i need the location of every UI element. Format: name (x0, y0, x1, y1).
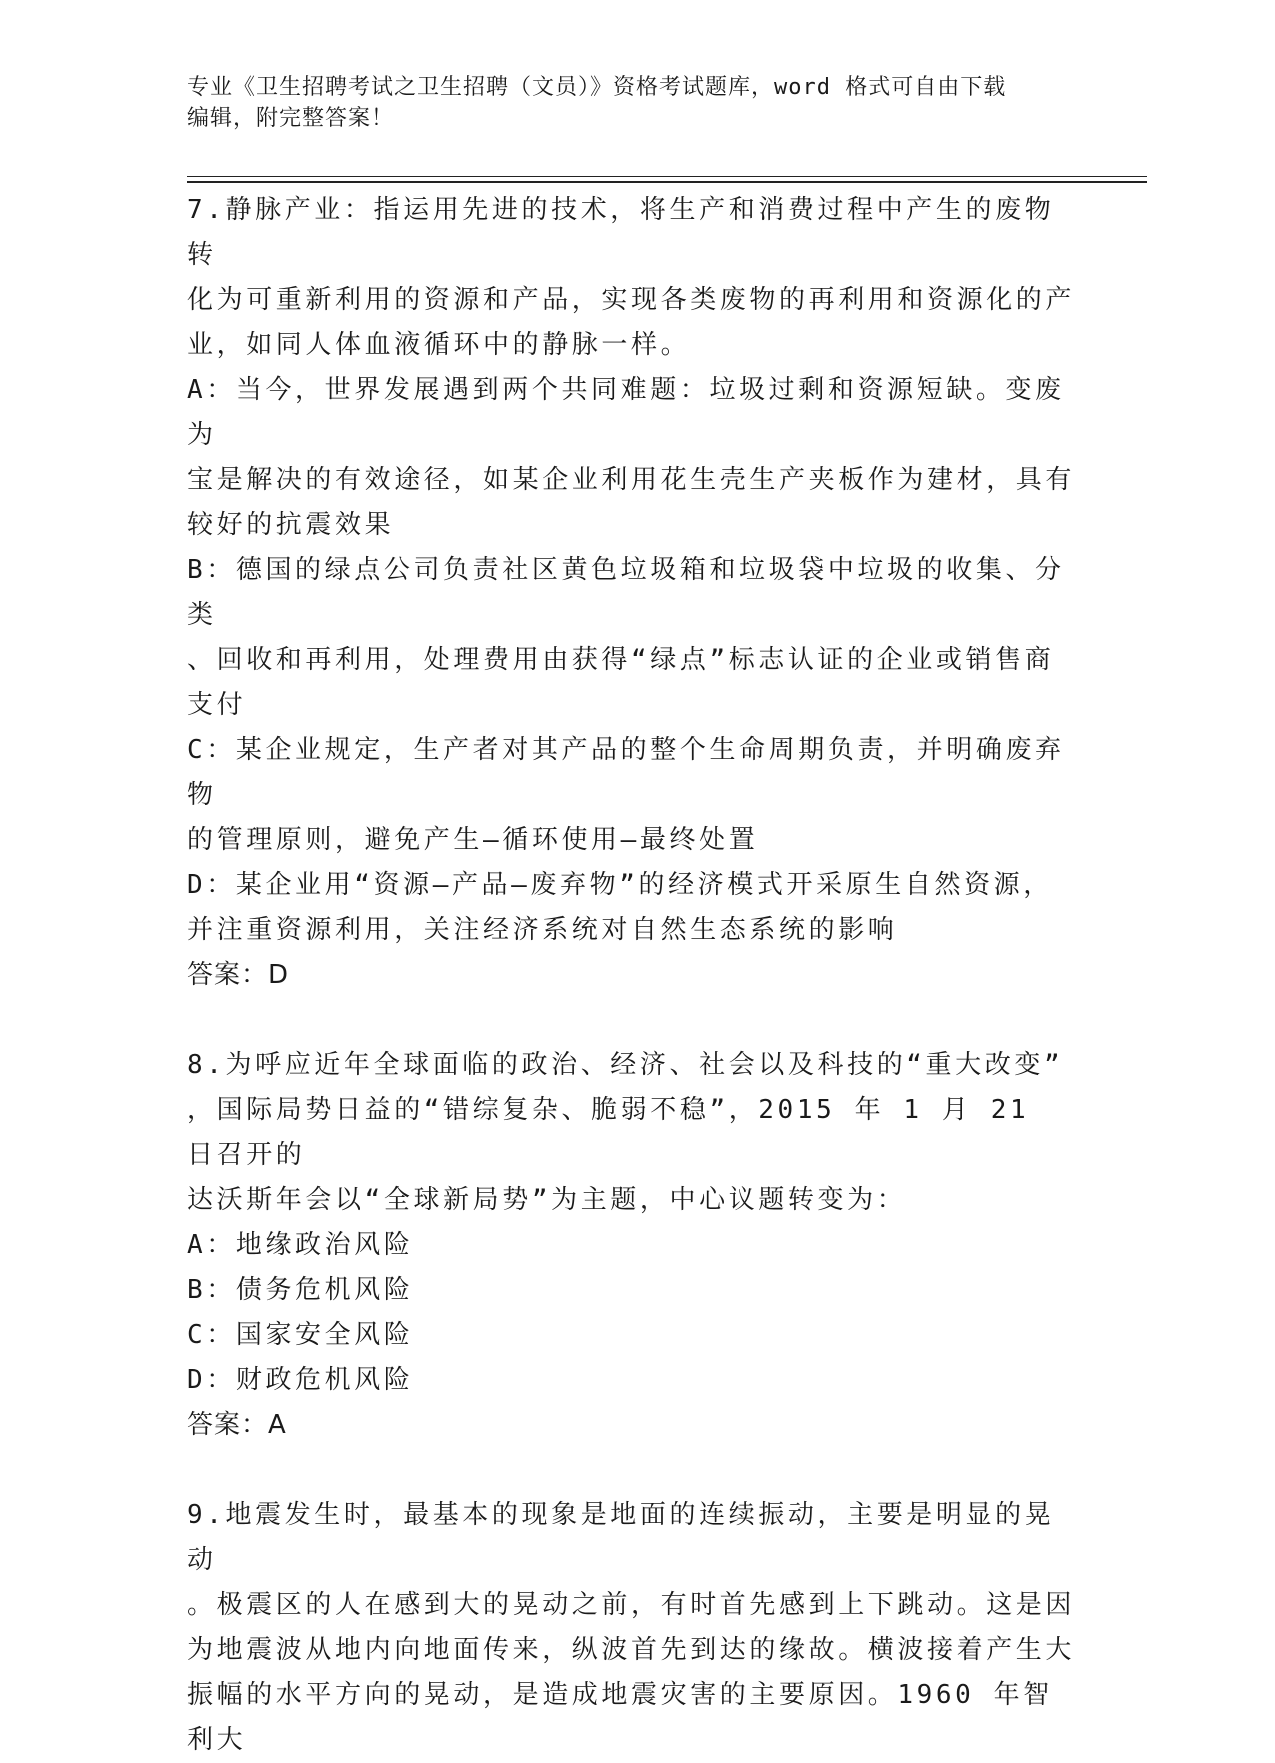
question-7-option-a-line-3: 较好的抗震效果 (187, 510, 395, 540)
question-8-answer: 答案：A (187, 1410, 287, 1440)
question-7-stem-line-1: 7.静脉产业：指运用先进的技术，将生产和消费过程中产生的废物转 (187, 195, 1055, 270)
question-9-stem-line-4: 振幅的水平方向的晃动，是造成地震灾害的主要原因。1960 年智利大 (187, 1680, 1053, 1755)
question-7-option-a-line-2: 宝是解决的有效途径，如某企业利用花生壳生产夹板作为建材，具有 (187, 465, 1076, 495)
question-7-option-d-line-1: D：某企业用“资源—产品—废弃物”的经济模式开采原生自然资源， (187, 870, 1053, 900)
question-8-option-d: D：财政危机风险 (187, 1365, 414, 1395)
header-divider-thick (187, 181, 1147, 183)
page-header (187, 72, 1067, 134)
question-9-stem-line-1: 9.地震发生时，最基本的现象是地面的连续振动，主要是明显的晃动 (187, 1500, 1055, 1575)
question-8 (187, 1043, 1077, 1448)
header-line-1: 专业《卫生招聘考试之卫生招聘（文员）》资格考试题库，word 格式可自由下载 (187, 75, 1007, 100)
question-7-option-c-line-1: C：某企业规定，生产者对其产品的整个生命周期负责，并明确废弃物 (187, 735, 1065, 810)
question-8-stem-line-3: 达沃斯年会以“全球新局势”为主题，中心议题转变为： (187, 1185, 907, 1215)
question-7-option-b-line-1: B：德国的绿点公司负责社区黄色垃圾箱和垃圾袋中垃圾的收集、分类 (187, 555, 1065, 630)
question-8-stem-line-1: 8.为呼应近年全球面临的政治、经济、社会以及科技的“重大改变” (187, 1050, 1064, 1080)
question-7 (187, 188, 1077, 998)
question-9-stem-line-2: 。极震区的人在感到大的晃动之前，有时首先感到上下跳动。这是因 (187, 1590, 1076, 1620)
question-8-stem-line-2: ，国际局势日益的“错综复杂、脆弱不稳”，2015 年 1 月 21 日召开的 (187, 1095, 1030, 1170)
question-7-option-c-line-2: 的管理原则，避免产生—循环使用—最终处置 (187, 825, 759, 855)
question-7-option-b-line-2: 、回收和再利用，处理费用由获得“绿点”标志认证的企业或销售商 (187, 645, 1055, 675)
document-body (187, 188, 1077, 1763)
question-7-option-b-line-3: 支付 (187, 690, 247, 720)
question-9 (187, 1493, 1077, 1763)
question-8-option-a: A：地缘政治风险 (187, 1230, 414, 1260)
question-8-option-b: B：债务危机风险 (187, 1275, 414, 1305)
question-8-option-c: C：国家安全风险 (187, 1320, 414, 1350)
question-7-answer: 答案：D (187, 960, 290, 990)
question-7-stem-line-2: 化为可重新利用的资源和产品，实现各类废物的再利用和资源化的产 (187, 285, 1076, 315)
question-7-stem-line-3: 业，如同人体血液循环中的静脉一样。 (187, 330, 691, 360)
question-7-option-d-line-2: 并注重资源利用，关注经济系统对自然生态系统的影响 (187, 915, 898, 945)
header-line-2: 编辑，附完整答案！ (187, 106, 395, 131)
question-7-option-a-line-1: A：当今，世界发展遇到两个共同难题：垃圾过剩和资源短缺。变废为 (187, 375, 1065, 450)
question-9-stem-line-3: 为地震波从地内向地面传来，纵波首先到达的缘故。横波接着产生大 (187, 1635, 1076, 1665)
header-divider-thin (187, 176, 1147, 177)
